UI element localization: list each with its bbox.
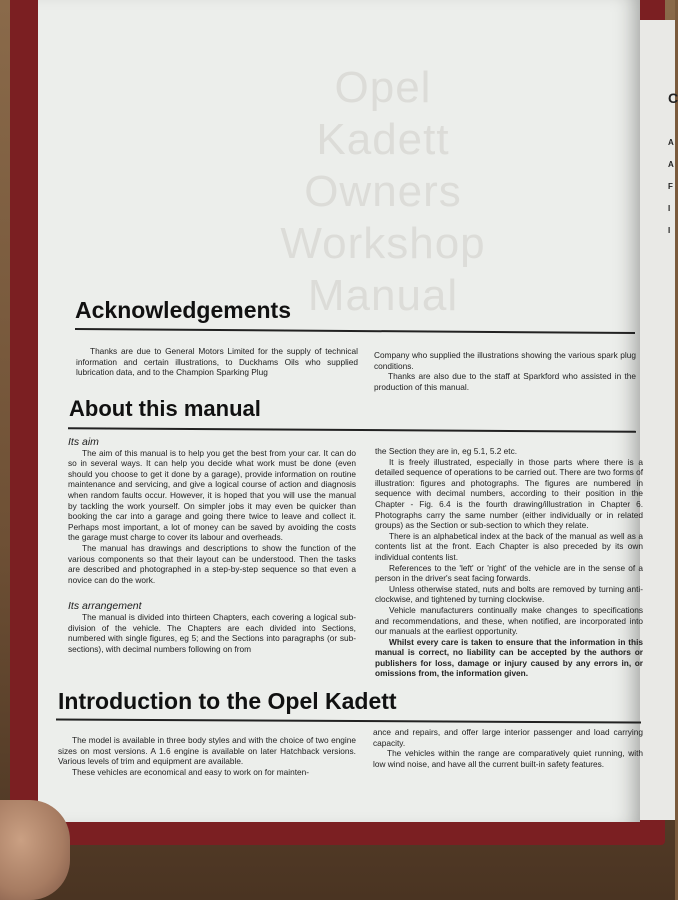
paragraph: There is an alphabetical index at the back of the manual as well as a contents list at the front. Each Chapter is also preceded by its own individual contents list.	[375, 530, 643, 562]
paragraph: The vehicles within the range are comparatively quiet running, with low wind noise, and have all the current built-in safety features.	[373, 748, 643, 769]
manual-page	[38, 0, 643, 822]
aim-subheading: Its aim	[68, 436, 99, 448]
paragraph: The manual is divided into thirteen Chapters, each covering a logical sub-division of the vehicle. The Chapters are each divided into Sections, numbered with single figures, eg 5; and the Sections into paragraphs (or sub-sections), with decimal numbers following on from	[68, 611, 356, 654]
about-heading: About this manual	[69, 396, 261, 421]
arrangement-subheading: Its arrangement	[68, 600, 142, 613]
heading-rule	[56, 718, 641, 723]
heading-rule	[75, 328, 635, 334]
acknowledgements-right-column	[374, 350, 636, 392]
intro-right-column	[373, 727, 643, 769]
show-through-title	[253, 62, 513, 322]
ghost-line: Opel	[334, 63, 432, 112]
about-right-column	[375, 446, 643, 679]
intro-left-column	[58, 735, 356, 777]
facing-page-fragment: I	[668, 204, 671, 213]
disclaimer-paragraph: Whilst every care is taken to ensure that the information in this manual is correct, no liability can be accepted by the authors or publishers for loss, damage or injury caused by any errors in, or omissions from, the information given.	[375, 636, 643, 679]
paragraph: The model is available in three body styles and with the choice of two engine sizes on most versions. A 1.6 engine is available on later Hatchback versions. Various levels of trim and equipment are available.	[58, 735, 356, 767]
paragraph: Vehicle manufacturers continually make changes to specifications and recommendations, and these, when notified, are incorporated into our manuals at the earliest opportunity.	[375, 604, 643, 637]
facing-page-fragment: I	[668, 226, 671, 235]
paragraph: ance and repairs, and offer large interior passenger and load carrying capacity.	[373, 727, 643, 748]
paragraph: The aim of this manual is to help you get the best from your car. It can do so in several ways. It can help you decide what work must be done (even should you choose to get it done by a garage), provide information on routine maintenance and servicing, and give a logical course of action and diagnosis when random faults occur. However, it is hoped that you will use the manual by tackling the work yourself. On simpler jobs it may even be quicker than booking the car into a garage and going there twice to leave and collect it. Perhaps most important, a lot of money can be saved by avoiding the costs the garage must charge to cover its labour and overheads.	[68, 447, 356, 543]
paragraph: These vehicles are economical and easy to work on for mainten-	[72, 766, 310, 777]
intro-heading: Introduction to the Opel Kadett	[58, 688, 397, 714]
facing-page-fragment: A	[668, 138, 674, 147]
heading-rule	[68, 427, 636, 432]
ghost-line: Owners	[304, 167, 462, 216]
paragraph: the Section they are in, eg 5.1, 5.2 etc.	[375, 446, 518, 456]
facing-page-fragment: F	[668, 182, 673, 191]
acknowledgements-left-column	[76, 346, 358, 378]
ghost-line: Workshop	[280, 219, 486, 268]
paragraph: Thanks are also due to the staff at Sparkford who assisted in the production of this manual.	[374, 371, 636, 392]
paragraph: The manual has drawings and descriptions to show the function of the various components so that their layout can be understood. Then the tasks are described and photographed in a step-by-step sequence so that even a novice can do the work.	[68, 542, 356, 585]
thumb	[0, 800, 70, 900]
about-left-column	[68, 437, 356, 654]
paragraph: It is freely illustrated, especially in those parts where there is a detailed sequence of operations to be carried out. There are two forms of illustration: figures and photographs. The figures are numbered in sequence with decimal numbers, according to their position in the Chapter - Fig. 6.4 is the fourth drawing/illustration in Chapter 6. Photographs carry the same number (either individually or in related groups) as the Section or sub-section to which they relate.	[375, 456, 643, 531]
facing-page-fragment: C	[668, 90, 678, 106]
acknowledgements-heading: Acknowledgements	[75, 297, 291, 323]
paragraph: Company who supplied the illustrations showing the various spark plug conditions.	[374, 350, 636, 371]
paragraph: Unless otherwise stated, nuts and bolts are removed by turning anti-clockwise, and tightened by turning clockwise.	[375, 583, 643, 605]
ghost-line: Manual	[307, 271, 459, 320]
paragraph: References to the 'left' or 'right' of the vehicle are in the sense of a person in the driver's seat facing forwards.	[375, 562, 643, 584]
ghost-line: Kadett	[316, 115, 450, 164]
facing-page-fragment: A	[668, 160, 674, 169]
paragraph: Thanks are due to General Motors Limited for the supply of technical information and certain illustrations, to Duckhams Oils who supplied lubrication data, and to the Champion Sparking Plug	[76, 346, 358, 378]
